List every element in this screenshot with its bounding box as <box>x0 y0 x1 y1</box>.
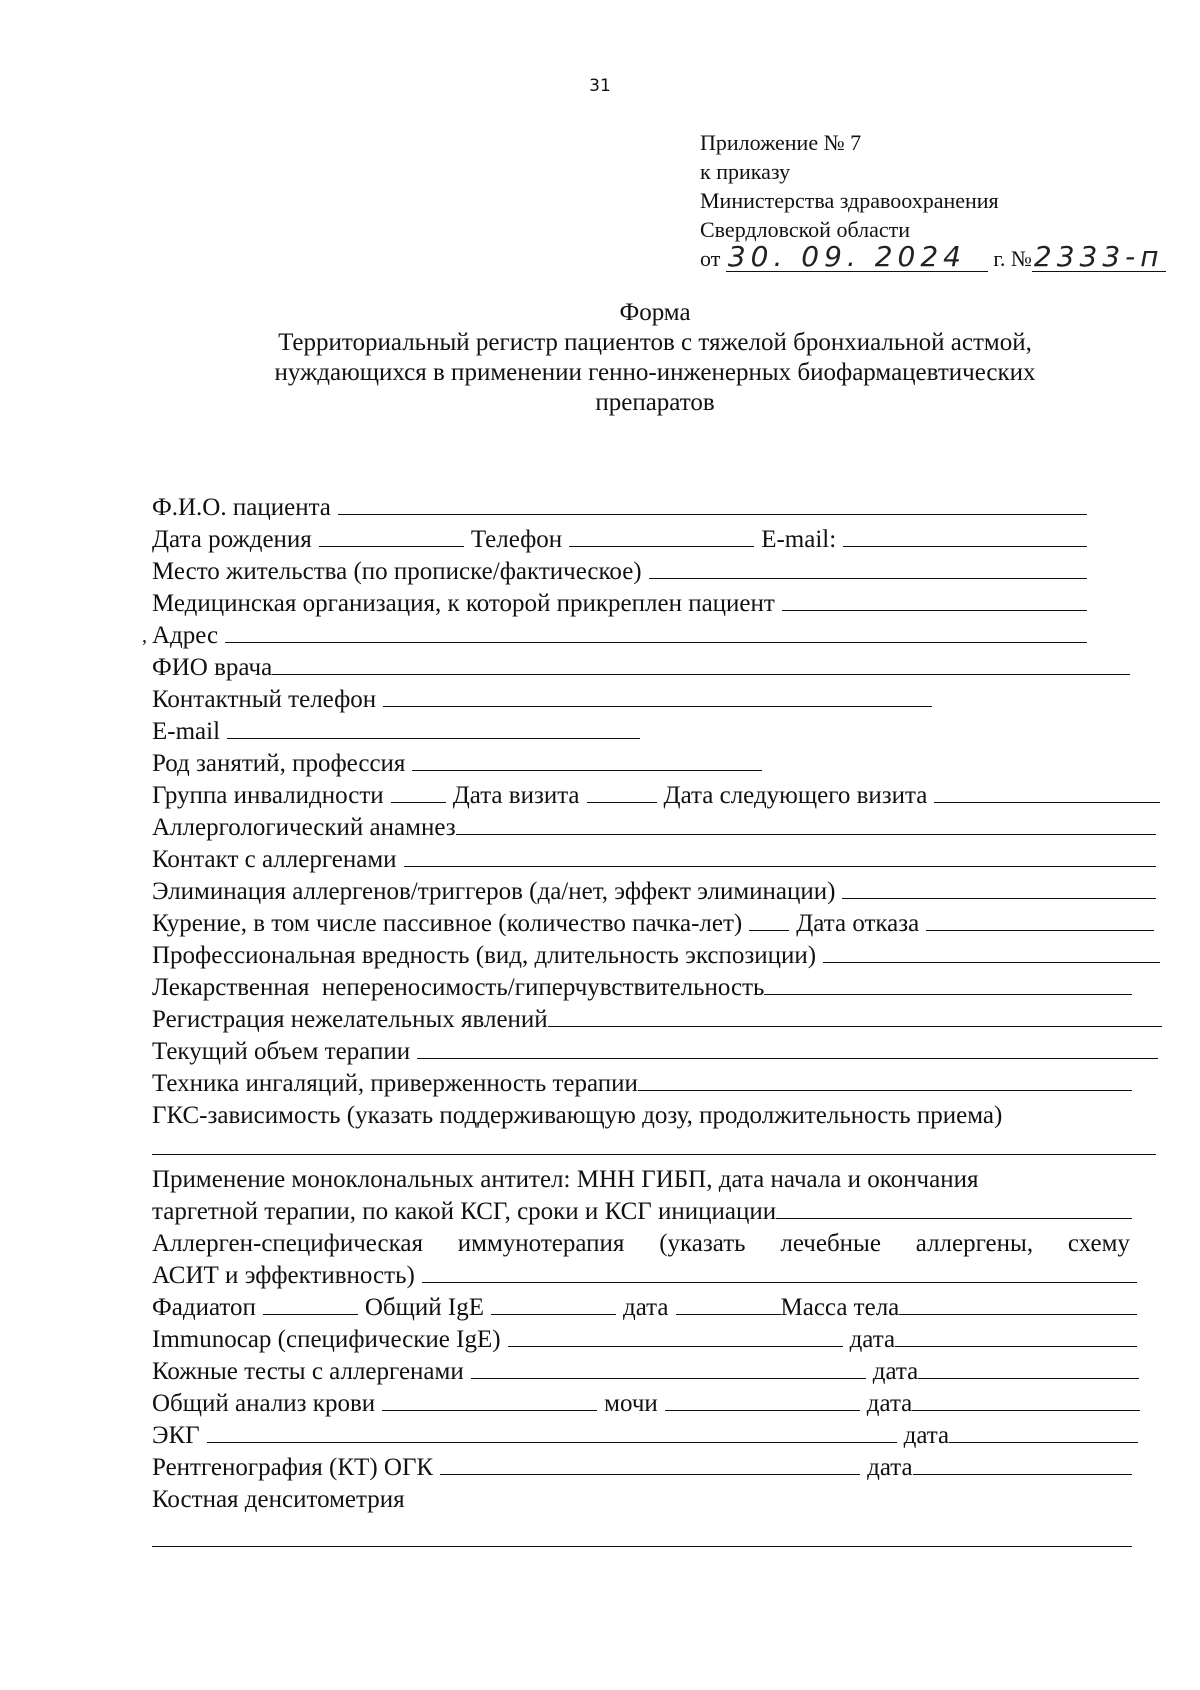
annex-date-prefix: от <box>700 246 721 271</box>
phone-input-line[interactable] <box>569 546 754 547</box>
handwritten-date: 30. 09. 2024 <box>726 245 988 272</box>
total-ige-input-line[interactable] <box>491 1314 616 1315</box>
field-disability-visits: Группа инвалидности Дата визита Дата следующего визита <box>152 778 1160 810</box>
birth-date-input-line[interactable] <box>319 546 464 547</box>
next-visit-input-line[interactable] <box>934 802 1160 803</box>
address-input-line[interactable] <box>225 642 1087 643</box>
field-occupation: Род занятий, профессия <box>152 746 762 778</box>
annex-line-2: к приказу <box>700 159 791 184</box>
current-therapy-input-line[interactable] <box>417 1058 1158 1059</box>
field-allergy-history: Аллергологический анамнез <box>152 810 1156 842</box>
visit-date-input-line[interactable] <box>587 802 657 803</box>
gcs-input-line[interactable] <box>152 1130 1164 1162</box>
title-line-2: нуждающихся в применении генно-инженерных биофармацевтических <box>274 359 1036 386</box>
email-input-line[interactable] <box>843 546 1087 547</box>
field-address: , Адрес <box>152 618 1087 650</box>
skin-tests-input-line[interactable] <box>471 1378 866 1379</box>
ecg-date-input-line[interactable] <box>949 1442 1138 1443</box>
contact-phone-input-line[interactable] <box>383 706 932 707</box>
field-fio: Ф.И.О. пациента <box>152 490 1087 522</box>
field-doctor: ФИО врача <box>152 650 1130 682</box>
field-densitometry: Костная денситометрия <box>152 1486 405 1513</box>
field-residence: Место жительства (по прописке/фактическое) <box>152 554 1087 586</box>
immunocap-input-line[interactable] <box>508 1346 843 1347</box>
field-drug-intolerance: Лекарственная непереносимость/гиперчувствительность <box>152 970 1132 1002</box>
annex-line-3: Министерства здравоохранения <box>700 188 999 213</box>
densitometry-input-line[interactable] <box>152 1514 1164 1554</box>
field-blood-urine: Общий анализ крови мочи дата <box>152 1386 1140 1418</box>
field-mab-line-2: таргетной терапии, по какой КСГ, сроки и КСГ инициации <box>152 1194 1132 1226</box>
field-asit-line-1: Аллерген-специфическая иммунотерапия (указать лечебные аллергены, схему <box>152 1230 1130 1257</box>
annex-year-suffix: г. № <box>993 246 1032 271</box>
allergen-contact-input-line[interactable] <box>404 866 1156 867</box>
field-adverse-events: Регистрация нежелательных явлений <box>152 1002 1162 1034</box>
asit-input-line[interactable] <box>422 1282 1137 1283</box>
residence-input-line[interactable] <box>649 578 1087 579</box>
immunocap-date-input-line[interactable] <box>895 1346 1137 1347</box>
fio-input-line[interactable] <box>338 514 1087 515</box>
field-ecg: ЭКГ дата <box>152 1418 1138 1450</box>
field-xray: Рентгенография (КТ) ОГК дата <box>152 1450 1132 1482</box>
allergy-history-input-line[interactable] <box>456 834 1156 835</box>
pack-years-input-line[interactable] <box>749 930 789 931</box>
field-current-therapy: Текущий объем терапии <box>152 1034 1158 1066</box>
field-phadiatop-ige-mass: Фадиатоп Общий IgE дата Масса тела <box>152 1290 1137 1322</box>
occupational-hazard-input-line[interactable] <box>823 962 1160 963</box>
inhalation-input-line[interactable] <box>638 1090 1132 1091</box>
field-inhalation: Техника ингаляций, приверженность терапии <box>152 1066 1132 1098</box>
field-birth-phone-email: Дата рождения Телефон E-mail: <box>152 522 1087 554</box>
title-line-3: препаратов <box>595 389 715 416</box>
field-email-2: E-mail <box>152 714 640 746</box>
occupation-input-line[interactable] <box>412 770 762 771</box>
field-allergen-contact: Контакт с аллергенами <box>152 842 1156 874</box>
annex-date-line <box>700 240 1180 273</box>
field-contact-phone: Контактный телефон <box>152 682 932 714</box>
field-med-org: Медицинская организация, к которой прикреплен пациент <box>152 586 1087 618</box>
body-mass-input-line[interactable] <box>899 1314 1137 1315</box>
annex-line-4: Свердловской области <box>700 217 910 242</box>
med-org-input-line[interactable] <box>782 610 1087 611</box>
mab-input-line[interactable] <box>776 1218 1132 1219</box>
xray-date-input-line[interactable] <box>913 1474 1132 1475</box>
form-label: Форма <box>619 299 691 326</box>
disability-input-line[interactable] <box>391 802 446 803</box>
field-asit-line-2: АСИТ и эффективность) <box>152 1258 1137 1290</box>
field-occupational-hazard: Профессиональная вредность (вид, длительность экспозиции) <box>152 938 1160 970</box>
email-2-input-line[interactable] <box>227 738 640 739</box>
page-number: 31 <box>589 76 611 96</box>
field-immunocap: Immunocap (специфические IgE) дата <box>152 1322 1137 1354</box>
field-skin-tests: Кожные тесты с аллергенами дата <box>152 1354 1139 1386</box>
ige-date-input-line[interactable] <box>676 1314 781 1315</box>
field-mab-line-1: Применение моноклональных антител: МНН ГИБП, дата начала и окончания <box>152 1166 979 1193</box>
ecg-input-line[interactable] <box>207 1442 897 1443</box>
drug-intolerance-input-line[interactable] <box>764 994 1132 995</box>
field-gcs: ГКС-зависимость (указать поддерживающую дозу, продолжительность приема) <box>152 1102 1003 1129</box>
annex-line-1: Приложение № 7 <box>700 130 862 155</box>
xray-input-line[interactable] <box>440 1474 860 1475</box>
blood-input-line[interactable] <box>382 1410 597 1411</box>
title-line-1: Территориальный регистр пациентов с тяжелой бронхиальной астмой, <box>278 329 1032 356</box>
phadiatop-input-line[interactable] <box>263 1314 358 1315</box>
handwritten-number: 2333-п <box>1033 240 1164 273</box>
elimination-input-line[interactable] <box>842 898 1156 899</box>
quit-date-input-line[interactable] <box>926 930 1154 931</box>
urine-input-line[interactable] <box>665 1410 860 1411</box>
skin-tests-date-input-line[interactable] <box>918 1378 1139 1379</box>
annex-block <box>700 128 1180 273</box>
field-smoking: Курение, в том числе пассивное (количество пачка-лет) Дата отказа <box>152 906 1154 938</box>
form-title <box>150 298 1160 418</box>
blood-date-input-line[interactable] <box>912 1410 1140 1411</box>
form-fields <box>142 490 1164 1554</box>
doctor-input-line[interactable] <box>272 674 1130 675</box>
adverse-events-input-line[interactable] <box>548 1026 1162 1027</box>
field-elimination: Элиминация аллергенов/триггеров (да/нет, эффект элиминации) <box>152 874 1156 906</box>
